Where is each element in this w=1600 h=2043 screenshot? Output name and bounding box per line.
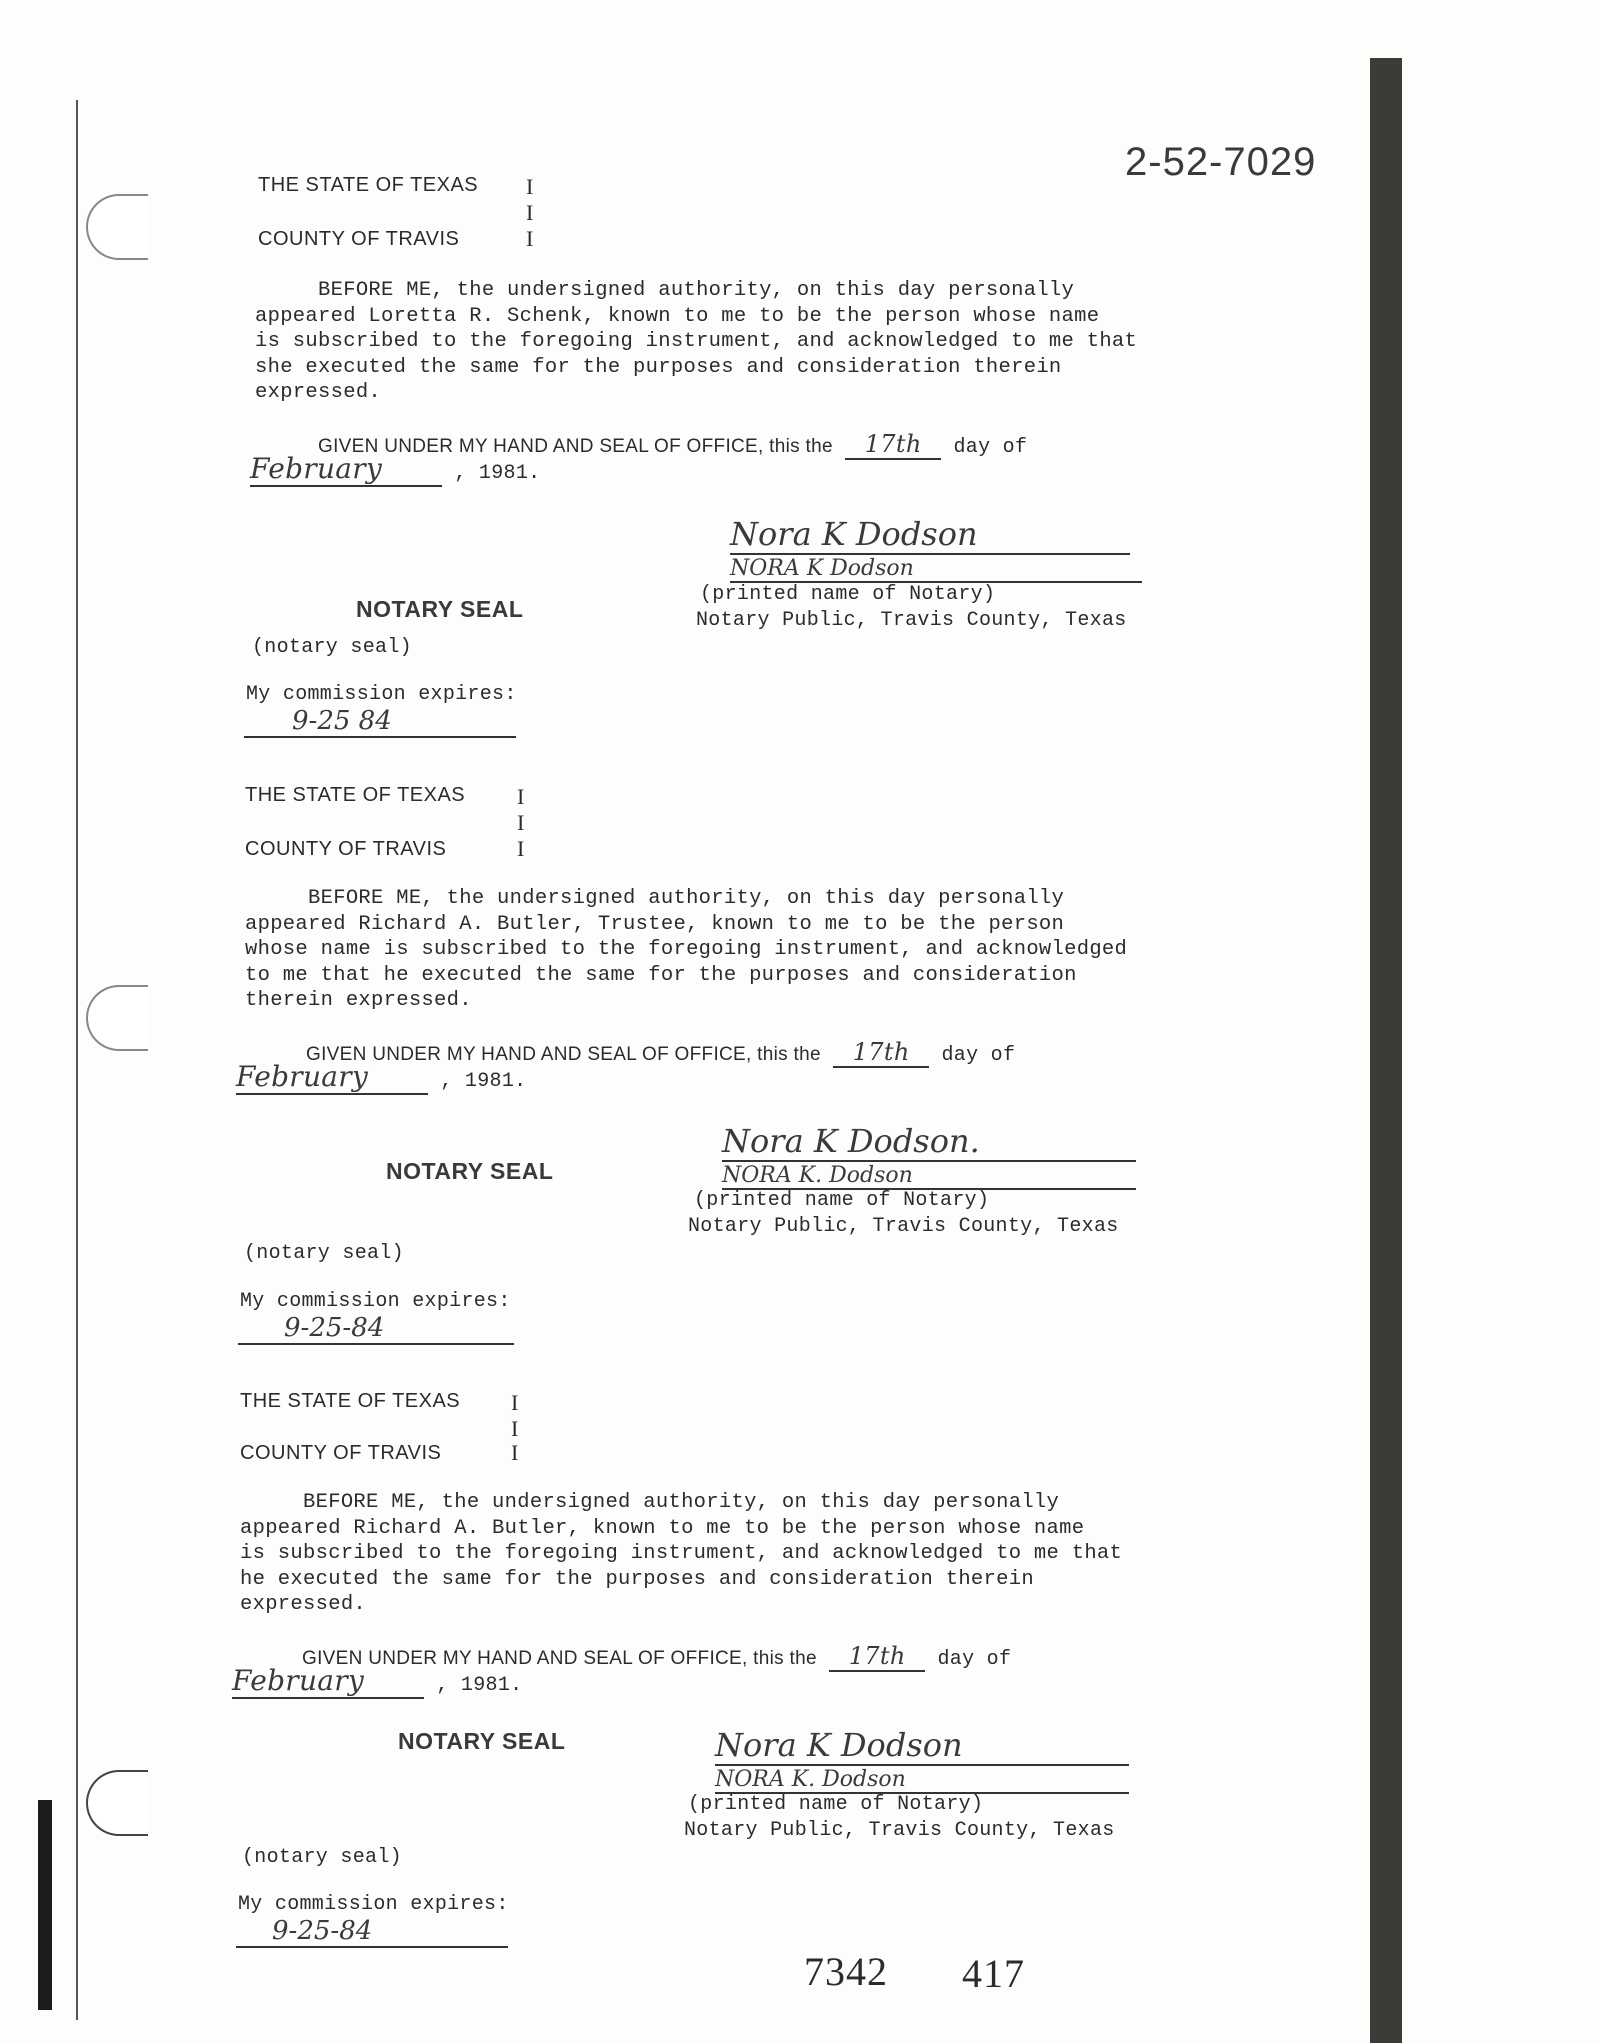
day-handwritten: 17th — [833, 1038, 929, 1068]
year-text: , 1981. — [454, 462, 541, 485]
printed-name-label: (printed name of Notary) — [694, 1189, 990, 1212]
day-handwritten: 17th — [829, 1642, 925, 1672]
printed-name-handwritten: NORA K. Dodson — [715, 1767, 1129, 1794]
notary-signature: Nora K Dodson — [730, 515, 1130, 555]
volume-number: 7342 — [804, 1949, 888, 1994]
day-handwritten: 17th — [845, 430, 941, 460]
given-prefix: GIVEN UNDER MY HAND AND SEAL OF OFFICE, this the — [318, 436, 833, 457]
state-heading: THE STATE OF TEXAS — [240, 1390, 461, 1412]
year-text: , 1981. — [436, 1674, 523, 1697]
bracket-bar: I — [517, 784, 525, 809]
bracket-bar: I — [511, 1390, 519, 1415]
notary-title: Notary Public, Travis County, Texas — [696, 609, 1127, 632]
state-heading: THE STATE OF TEXAS — [245, 784, 466, 806]
day-suffix: day of — [953, 436, 1028, 459]
printed-name-label: (printed name of Notary) — [688, 1793, 984, 1816]
file-number: 2-52-7029 — [1125, 140, 1317, 184]
notary-seal-label: (notary seal) — [252, 636, 412, 659]
bracket-bar: I — [517, 810, 525, 835]
month-line — [232, 1664, 522, 1699]
bracket-bar: I — [511, 1440, 519, 1465]
notary-title: Notary Public, Travis County, Texas — [684, 1819, 1115, 1842]
notary-signature: Nora K Dodson — [715, 1726, 1129, 1766]
county-heading: COUNTY OF TRAVIS — [245, 838, 447, 860]
month-line — [236, 1060, 526, 1095]
given-prefix: GIVEN UNDER MY HAND AND SEAL OF OFFICE, this the — [302, 1648, 817, 1669]
commission-label: My commission expires: — [238, 1893, 509, 1916]
commission-date: 9-25-84 — [238, 1313, 514, 1345]
notary-signature: Nora K Dodson. — [722, 1122, 1136, 1162]
printed-name-handwritten: NORA K. Dodson — [722, 1163, 1136, 1190]
bracket-bar: I — [511, 1416, 519, 1441]
county-heading: COUNTY OF TRAVIS — [240, 1442, 442, 1464]
commission-label: My commission expires: — [240, 1290, 511, 1313]
notary-seal-label: (notary seal) — [242, 1846, 402, 1869]
commission-date: 9-25-84 — [236, 1916, 508, 1948]
printed-name-label: (printed name of Notary) — [700, 583, 996, 606]
notary-title: Notary Public, Travis County, Texas — [688, 1215, 1119, 1238]
printed-name-handwritten: NORA K Dodson — [730, 556, 1142, 583]
acknowledgment-paragraph: BEFORE ME, the undersigned authority, on this day personally appeared Richard A. Butler, Trustee, known to me to be the person whose name is subscribed to the foregoing instrument, and acknowledged to me that he executed the same for the purposes and consideration therein expressed. — [245, 887, 1128, 1012]
scan-edge-shadow — [1370, 58, 1402, 2043]
month-line — [250, 452, 540, 487]
county-heading: COUNTY OF TRAVIS — [258, 228, 460, 250]
given-prefix: GIVEN UNDER MY HAND AND SEAL OF OFFICE, this the — [306, 1044, 821, 1065]
month-handwritten: February — [250, 452, 442, 487]
notary-seal-stamp: NOTARY SEAL — [398, 1728, 566, 1754]
punch-hole — [86, 985, 148, 1051]
year-text: , 1981. — [440, 1070, 527, 1093]
bracket-bar: I — [526, 200, 534, 225]
punch-hole — [86, 194, 148, 260]
day-suffix: day of — [941, 1044, 1016, 1067]
notary-seal-label: (notary seal) — [244, 1242, 404, 1265]
month-handwritten: February — [232, 1664, 424, 1699]
bracket-bar: I — [526, 226, 534, 251]
month-handwritten: February — [236, 1060, 428, 1095]
bracket-bar: I — [517, 836, 525, 861]
commission-date: 9-25 84 — [244, 706, 516, 738]
state-heading: THE STATE OF TEXAS — [258, 174, 479, 196]
acknowledgment-paragraph: BEFORE ME, the undersigned authority, on this day personally appeared Loretta R. Schenk, known to me to be the person whose name is subscribed to the foregoing instrument, and acknowledged to me that she executed the same for the purposes and consideration therein expressed. — [255, 279, 1138, 404]
scan-edge-dark — [38, 1800, 52, 2010]
acknowledgment-paragraph: BEFORE ME, the undersigned authority, on this day personally appeared Richard A. Butler, known to me to be the person whose name is subscribed to the foregoing instrument, and acknowledged to me that he executed the same for the purposes and consideration therein expressed. — [240, 1491, 1123, 1616]
bracket-bar: I — [526, 174, 534, 199]
notary-seal-stamp: NOTARY SEAL — [356, 596, 524, 622]
commission-label: My commission expires: — [246, 683, 517, 706]
scan-edge-line — [76, 100, 78, 2020]
day-suffix: day of — [937, 1648, 1012, 1671]
punch-hole — [86, 1770, 148, 1836]
page-number: 417 — [962, 1951, 1025, 1996]
notary-seal-stamp: NOTARY SEAL — [386, 1158, 554, 1184]
